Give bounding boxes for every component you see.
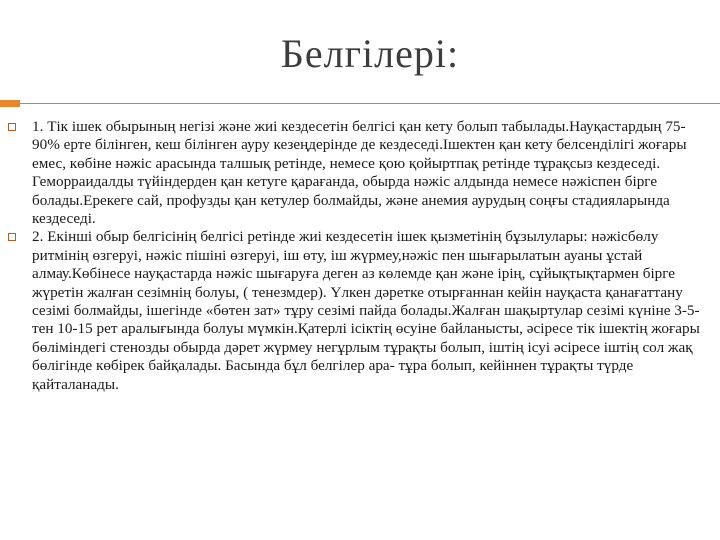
bullet-item-1 [0, 118, 720, 228]
bullet-item-2 [0, 228, 720, 394]
bullet-item-text: 2. Екінші обыр белгісінің белгісі ретінде жиі кездесетін ішек қызметінің бұзылулары: нәжісбөлу ритмінің өзгеруі, нәжіс пішіні өзгеруі, іш өту, іш жүрмеу,нәжіс пен шығарылатын ауаны ұстай алмау.Көбінесе науқастарда нәжіс шығаруға деген аз көлемде қан және ірің, сұйықтықтармен бірге жүретін жалған сезімнің болуы, ( тенезмдер). Үлкен дәретке отырғаннан кейін науқаста қанағаттану сезімі болмайды, ішегінде «бөтен зат» тұру сезімі пайда болады.Жалған шақыртулар сезімі күніне 3-5-тен 10-15 рет аралығында болуы мүмкін.Қатерлі ісіктің өсуіне байланысты, әсіресе тік ішектің жоғары бөліміндегі стенозды обырда дәрет жүрмеу негұрлым тұрақты болып, іштің ісуі әсіресе іштің сол жақ бөлігінде көбірек байқалады. Басында бұл белгілер ара- тұра болып, кейіннен тұрақты түрде қайталанады. [32, 228, 700, 393]
square-bullet-icon [8, 233, 16, 241]
slide-title [0, 30, 720, 77]
square-bullet-icon [8, 123, 16, 131]
title-divider [0, 100, 720, 108]
slide-title-text: Белгілері: [280, 31, 460, 76]
bullet-list [0, 118, 720, 394]
divider-accent-block [0, 100, 20, 107]
divider-line [0, 103, 720, 104]
bullet-item-text: 1. Тік ішек обырының негізі және жиі кездесетін белгісі қан кету болып табылады.Науқастардың 75- 90% ерте білінген, кеш білінген ауру кезеңдерінде де кездеседі.Ішектен қан кету белсенділігі жоғары емес, көбіне нәжіс арасында талшық ретінде, немесе қою қойыртпақ ретінде тұрақсыз кездеседі. Геморраидалды түйіндерден қан кетуге қарағанда, обырда нәжіс алдында немесе нәжіспен бірге болады.Ерекеге сай, профузды қан кетулер болмайды, және анемия аурудың соңғы стадияларында кездеседі. [32, 118, 687, 228]
